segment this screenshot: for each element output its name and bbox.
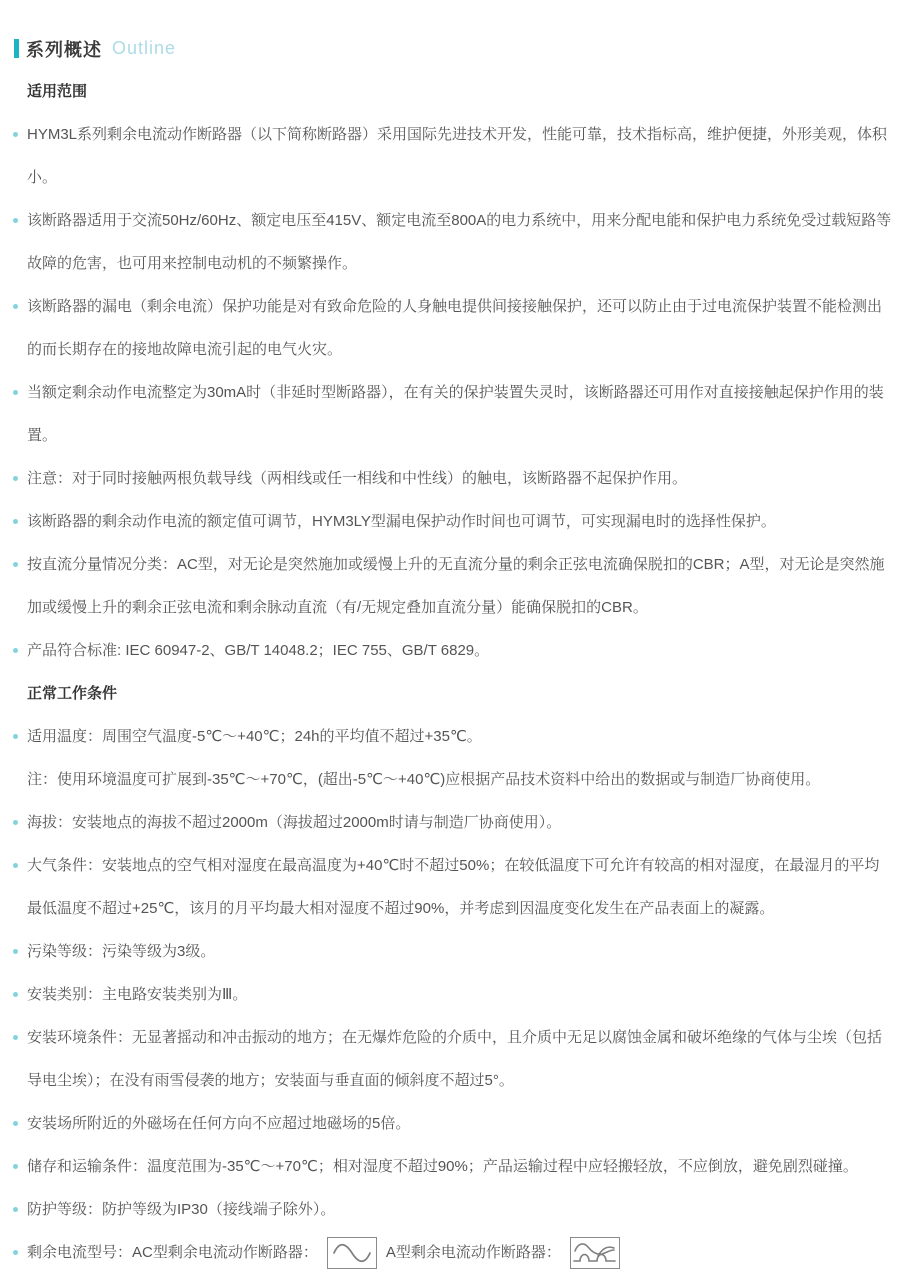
list-item [0, 1145, 900, 1188]
bullet-icon [13, 734, 18, 739]
list-item-text: 海拔：安装地点的海拔不超过2000m（海拔超过2000m时请与制造厂协商使用）。 [27, 814, 562, 831]
list-item-text: 安装环境条件：无显著摇动和冲击振动的地方；在无爆炸危险的介质中，且介质中无足以腐蚀金属和破坏绝缘的气体与尘埃（包括导电尘埃）；在没有雨雪侵袭的地方；安装面与垂直面的倾斜度不超过5°。 [27, 1029, 883, 1089]
document-body [0, 70, 900, 1274]
bullet-icon [13, 949, 18, 954]
section-heading-scope: 适用范围 [27, 83, 88, 100]
sine-wave-icon [327, 1237, 377, 1269]
residual-type-ac-label: 剩余电流型号：AC型剩余电流动作断路器： [27, 1244, 318, 1261]
list-item-text: 适用温度：周围空气温度-5℃～+40℃；24h的平均值不超过+35℃。 [27, 728, 482, 745]
list-item-text: 大气条件：安装地点的空气相对湿度在最高温度为+40℃时不超过50%；在较低温度下可允许有较高的相对湿度，在最湿月的平均最低温度不超过+25℃，该月的月平均最大相对湿度不超过90%，并考虑到因温度变化发生在产品表面上的凝露。 [27, 857, 880, 917]
list-item-text: 该断路器的漏电（剩余电流）保护功能是对有致命危险的人身触电提供间接接触保护，还可以防止由于过电流保护装置不能检测出的而长期存在的接地故障电流引起的电气火灾。 [27, 298, 883, 358]
list-item [0, 1102, 900, 1145]
list-item-text: 防护等级：防护等级为IP30（接线端子除外）。 [27, 1201, 336, 1218]
list-item [0, 973, 900, 1016]
bullet-icon [13, 519, 18, 524]
list-item [0, 801, 900, 844]
list-item-text: 按直流分量情况分类：AC型，对无论是突然施加或缓慢上升的无直流分量的剩余正弦电流确保脱扣的CBR；A型，对无论是突然施加或缓慢上升的剩余正弦电流和剩余脉动直流（有/无规定叠加直流分量）能确保脱扣的CBR。 [27, 556, 885, 616]
list-item-text: 该断路器适用于交流50Hz/60Hz、额定电压至415V、额定电流至800A的电力系统中，用来分配电能和保护电力系统免受过载短路等故障的危害，也可用来控制电动机的不频繁操作。 [27, 212, 892, 272]
list-item [0, 285, 900, 371]
pulsating-dc-wave-icon [570, 1237, 620, 1269]
list-item-text: 安装类别：主电路安装类别为Ⅲ。 [27, 986, 248, 1003]
list-item [0, 715, 900, 758]
page-header [0, 27, 900, 70]
bullet-icon [13, 863, 18, 868]
list-item [0, 457, 900, 500]
bullet-icon [13, 1164, 18, 1169]
bullet-icon [13, 218, 18, 223]
bullet-icon [13, 1207, 18, 1212]
bullet-icon [13, 1250, 18, 1255]
list-item [0, 844, 900, 930]
list-item [0, 543, 900, 629]
list-item-text: HYM3L系列剩余电流动作断路器（以下简称断路器）采用国际先进技术开发，性能可靠，技术指标高，维护便捷，外形美观，体积小。 [27, 126, 888, 186]
page-title: 系列概述 [26, 39, 102, 60]
list-item [0, 629, 900, 672]
note-line: 注：使用环境温度可扩展到-35℃～+70℃，(超出-5℃～+40℃)应根据产品技术资料中给出的数据或与制造厂协商使用。 [27, 771, 821, 788]
list-item-residual-current-types [0, 1231, 900, 1274]
bullet-icon [13, 1121, 18, 1126]
list-item-text: 注意：对于同时接触两根负载导线（两相线或任一相线和中性线）的触电，该断路器不起保护作用。 [27, 470, 688, 487]
list-item-text: 该断路器的剩余动作电流的额定值可调节，HYM3LY型漏电保护动作时间也可调节，可实现漏电时的选择性保护。 [27, 513, 776, 530]
list-item [0, 1188, 900, 1231]
list-item [0, 113, 900, 199]
bullet-icon [13, 132, 18, 137]
bullet-icon [13, 992, 18, 997]
section-heading-working-conditions: 正常工作条件 [27, 685, 118, 702]
bullet-icon [13, 1035, 18, 1040]
list-item [0, 1016, 900, 1102]
bullet-icon [13, 820, 18, 825]
bullet-icon [13, 304, 18, 309]
list-item-text: 储存和运输条件：温度范围为-35℃～+70℃；相对湿度不超过90%；产品运输过程中应轻搬轻放，不应倒放，避免剧烈碰撞。 [27, 1158, 858, 1175]
residual-type-a-label: A型剩余电流动作断路器： [385, 1244, 561, 1261]
list-item-text: 产品符合标准: IEC 60947-2、GB/T 14048.2；IEC 755、GB/T 6829。 [27, 642, 490, 659]
accent-bar-icon [14, 39, 19, 58]
bullet-icon [13, 390, 18, 395]
bullet-icon [13, 476, 18, 481]
list-item [0, 500, 900, 543]
list-item [0, 930, 900, 973]
bullet-icon [13, 648, 18, 653]
list-item [0, 371, 900, 457]
bullet-icon [13, 562, 18, 567]
page-title-english: Outline [112, 38, 177, 58]
list-item [0, 199, 900, 285]
list-item-text: 污染等级：污染等级为3级。 [27, 943, 216, 960]
list-item-text: 当额定剩余动作电流整定为30mA时（非延时型断路器），在有关的保护装置失灵时，该断路器还可用作对直接接触起保护作用的装置。 [27, 384, 884, 444]
list-item-text: 安装场所附近的外磁场在任何方向不应超过地磁场的5倍。 [27, 1115, 411, 1132]
